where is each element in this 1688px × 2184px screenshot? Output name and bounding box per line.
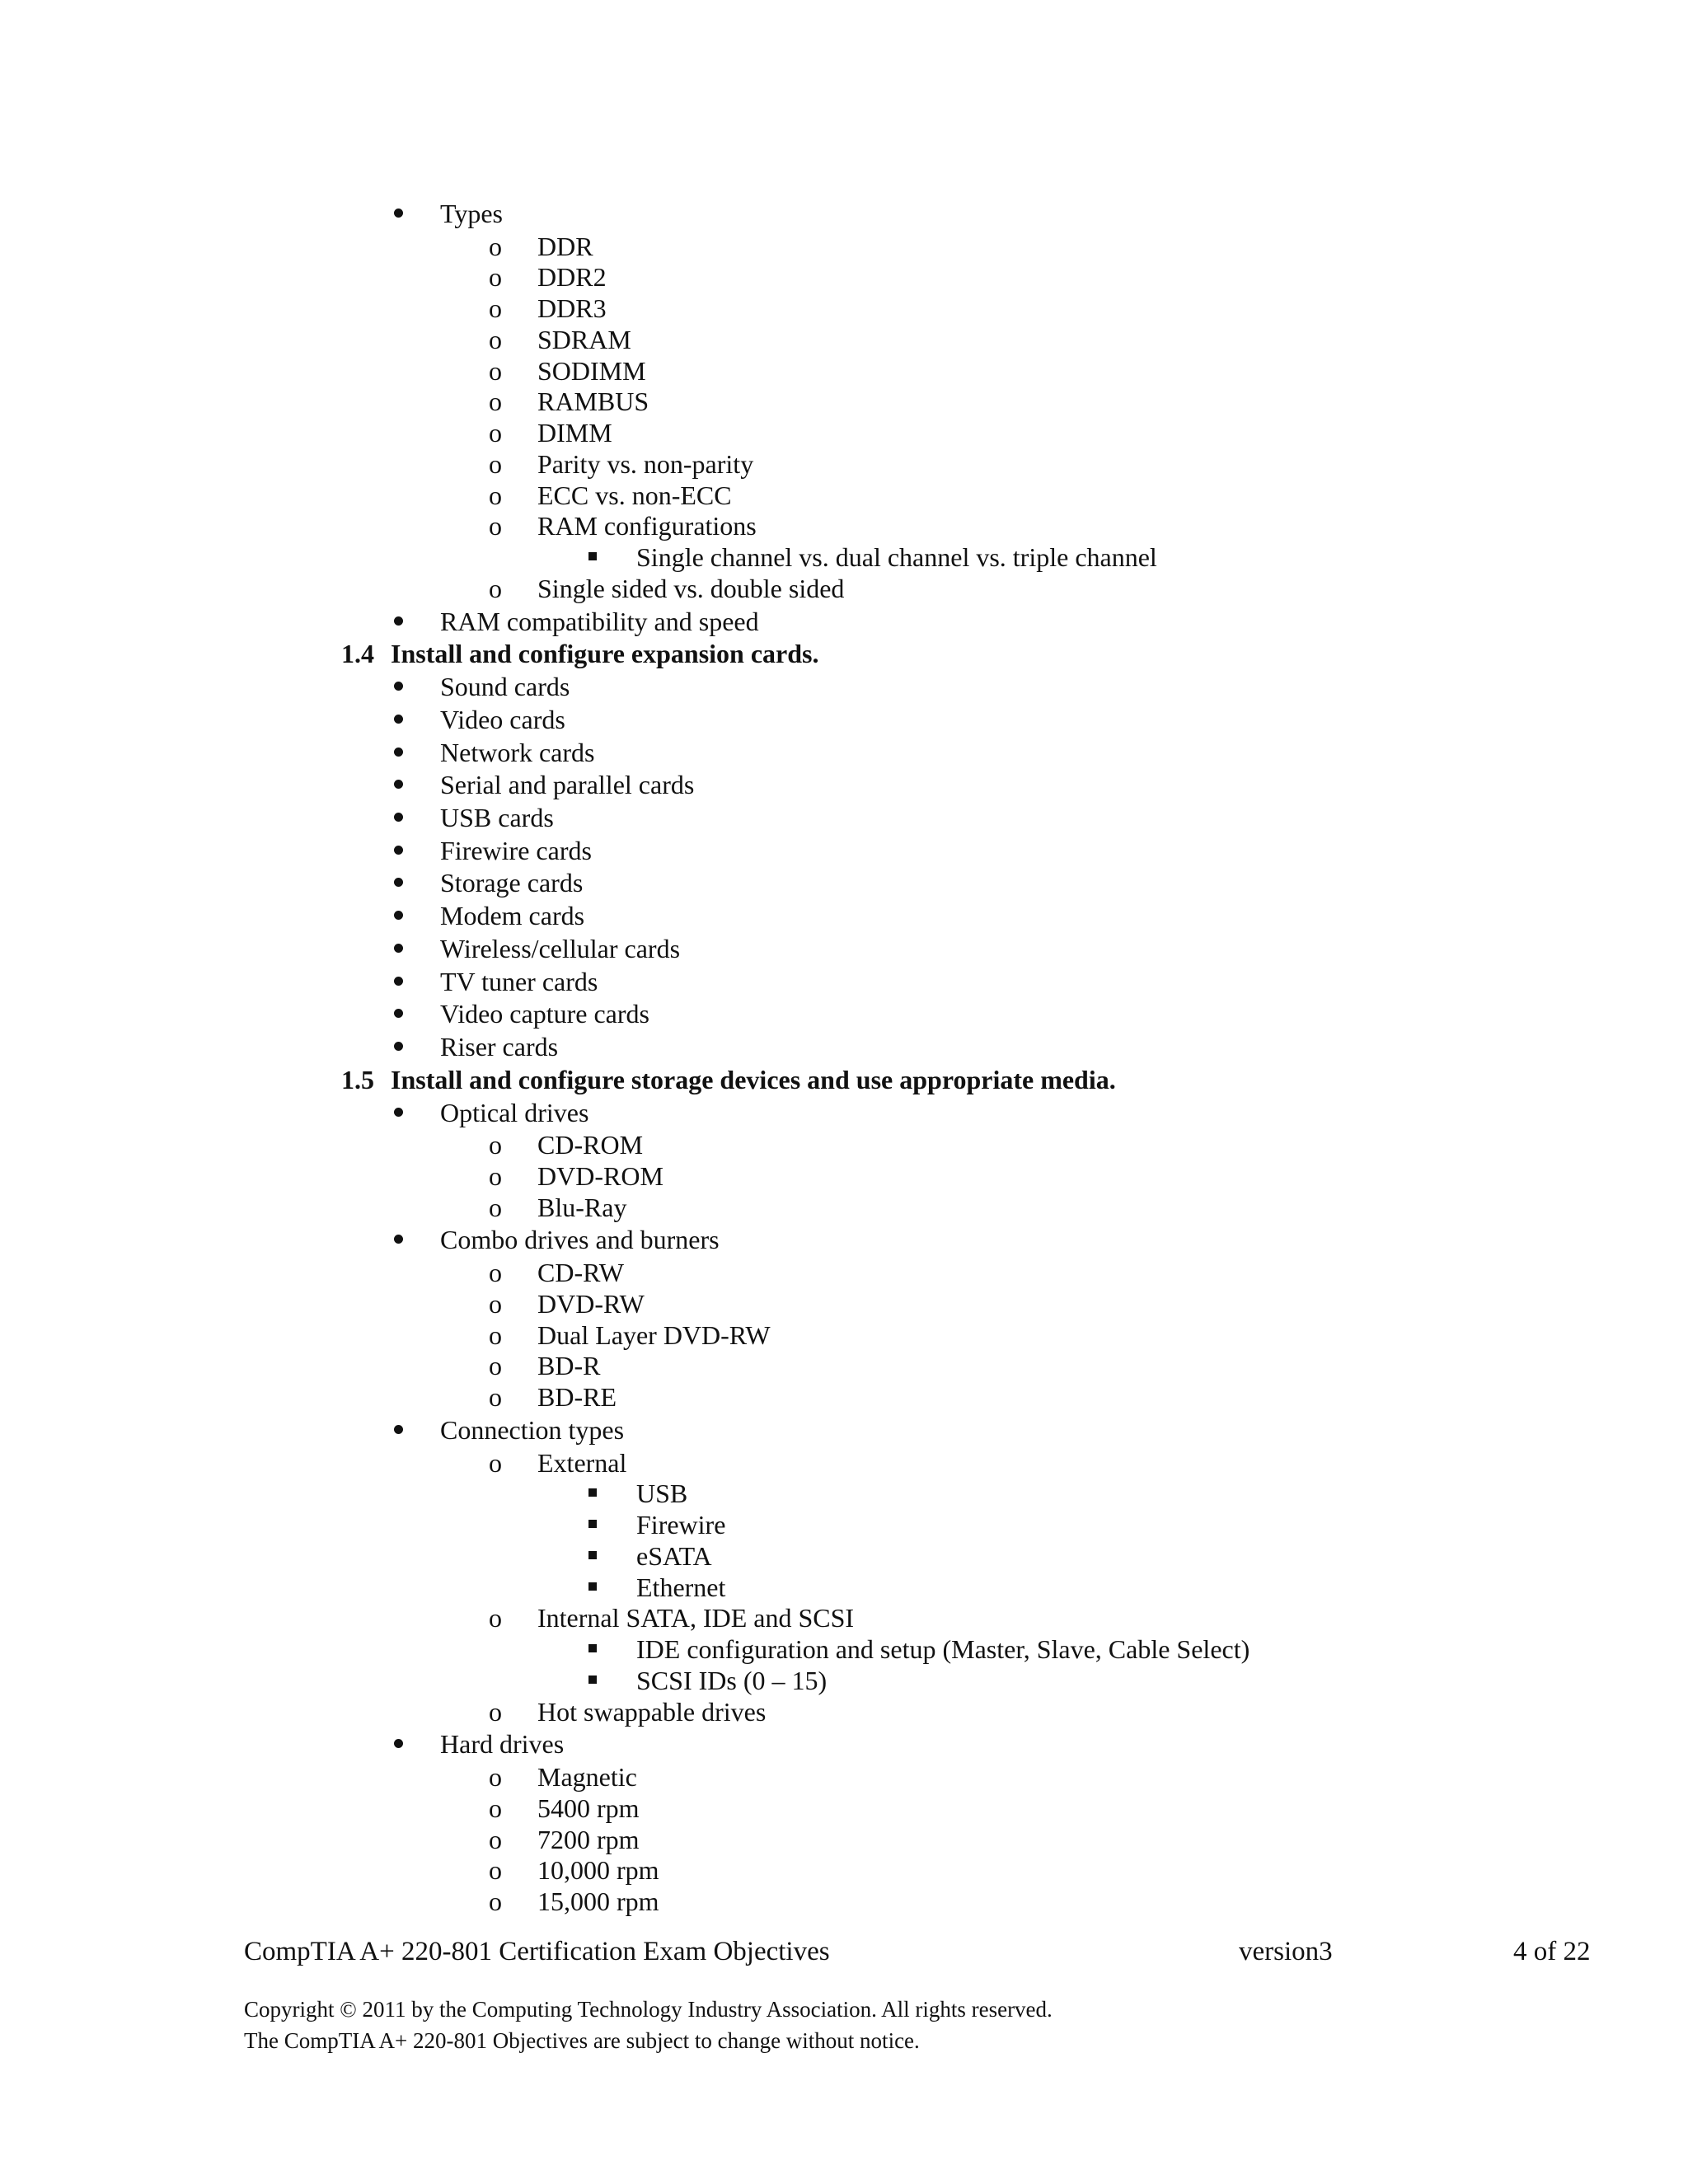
list-item-text: DVD-RW (537, 1289, 645, 1319)
list-item-text: eSATA (636, 1541, 712, 1571)
list-item-text: SCSI IDs (0 – 15) (636, 1666, 828, 1695)
bullet-circle-icon: o (489, 293, 502, 323)
list-item-text: BD-R (537, 1351, 601, 1380)
bullet-square-icon (588, 1644, 597, 1652)
section-title: Install and configure storage devices and use appropriate media. (391, 1065, 1116, 1094)
bullet-circle-icon: o (489, 449, 502, 479)
bullet-circle-icon: o (489, 1289, 502, 1319)
section-number: 1.4 (341, 639, 374, 668)
list-item-text: RAM configurations (537, 511, 757, 541)
list-item-text: Modem cards (440, 901, 585, 930)
list-item-text: DDR3 (537, 293, 607, 323)
bullet-circle-icon: o (489, 1825, 502, 1854)
bullet-circle-icon: o (489, 356, 502, 386)
list-item-text: CD-RW (537, 1258, 624, 1287)
bullet-circle-icon: o (489, 1193, 502, 1222)
bullet-square-icon (588, 1582, 597, 1591)
bullet-dot-icon (394, 1042, 403, 1051)
bullet-dot-icon (394, 715, 403, 724)
list-item-text: Riser cards (440, 1032, 559, 1062)
footer-version: version3 (1239, 1937, 1333, 1966)
bullet-circle-icon: o (489, 1320, 502, 1350)
bullet-square-icon (588, 552, 597, 560)
list-item-text: BD-RE (537, 1382, 617, 1412)
list-item-text: ECC vs. non-ECC (537, 480, 732, 510)
section-title: Install and configure expansion cards. (391, 639, 819, 668)
footer-title: CompTIA A+ 220-801 Certification Exam Objectives (244, 1937, 830, 1966)
list-item-text: Internal SATA, IDE and SCSI (537, 1603, 855, 1633)
bullet-dot-icon (394, 616, 403, 626)
bullet-dot-icon (394, 846, 403, 855)
bullet-circle-icon: o (489, 1762, 502, 1792)
bullet-square-icon (588, 1551, 597, 1559)
bullet-dot-icon (394, 1009, 403, 1018)
list-item-text: USB (636, 1479, 688, 1508)
bullet-circle-icon: o (489, 387, 502, 416)
section-number: 1.5 (341, 1065, 374, 1094)
bullet-circle-icon: o (489, 1130, 502, 1160)
bullet-circle-icon: o (489, 418, 502, 448)
bullet-circle-icon: o (489, 1855, 502, 1885)
bullet-square-icon (588, 1488, 597, 1497)
list-item-text: DDR2 (537, 262, 607, 292)
list-item-text: DVD-ROM (537, 1161, 663, 1191)
bullet-circle-icon: o (489, 480, 502, 510)
list-item-text: IDE configuration and setup (Master, Slave, Cable Select) (636, 1634, 1250, 1664)
list-item-text: Blu-Ray (537, 1193, 627, 1222)
list-item-text: SODIMM (537, 356, 646, 386)
bullet-circle-icon: o (489, 1382, 502, 1412)
list-item-text: DDR (537, 232, 593, 261)
list-item-text: Hard drives (440, 1729, 565, 1759)
list-item-text: Combo drives and burners (440, 1225, 720, 1254)
copyright-line-2: The CompTIA A+ 220-801 Objectives are subject to change without notice. (244, 2028, 920, 2053)
list-item-text: 5400 rpm (537, 1793, 640, 1823)
bullet-circle-icon: o (489, 1603, 502, 1633)
list-item-text: Magnetic (537, 1762, 637, 1792)
list-item-text: Network cards (440, 738, 595, 767)
bullet-dot-icon (394, 682, 403, 691)
list-item-text: 10,000 rpm (537, 1855, 659, 1885)
bullet-dot-icon (394, 813, 403, 822)
list-item-text: USB cards (440, 803, 554, 832)
bullet-circle-icon: o (489, 1886, 502, 1916)
list-item-text: RAM compatibility and speed (440, 607, 759, 636)
list-item-text: Storage cards (440, 868, 584, 898)
bullet-dot-icon (394, 878, 403, 887)
list-item-text: Firewire cards (440, 836, 592, 865)
list-item-text: Dual Layer DVD-RW (537, 1320, 771, 1350)
bullet-circle-icon: o (489, 1258, 502, 1287)
copyright-line-1: Copyright © 2011 by the Computing Technology Industry Association. All rights reserved. (244, 1997, 1053, 2022)
bullet-dot-icon (394, 1739, 403, 1748)
list-item-text: 7200 rpm (537, 1825, 640, 1854)
list-item-text: TV tuner cards (440, 967, 598, 996)
bullet-circle-icon: o (489, 325, 502, 354)
bullet-square-icon (588, 1520, 597, 1528)
list-item-text: Video capture cards (440, 999, 649, 1029)
list-item-text: External (537, 1448, 627, 1478)
bullet-dot-icon (394, 911, 403, 920)
bullet-dot-icon (394, 780, 403, 789)
list-item-text: Wireless/cellular cards (440, 934, 681, 963)
list-item-text: CD-ROM (537, 1130, 644, 1160)
list-item-text: Single channel vs. dual channel vs. triple channel (636, 542, 1157, 572)
list-item-text: SDRAM (537, 325, 631, 354)
list-item-text: Firewire (636, 1510, 726, 1540)
bullet-circle-icon: o (489, 232, 502, 261)
bullet-dot-icon (394, 1108, 403, 1117)
list-item-text: Types (440, 199, 503, 228)
list-item-text: Ethernet (636, 1572, 726, 1602)
list-item-text: 15,000 rpm (537, 1886, 659, 1916)
bullet-dot-icon (394, 748, 403, 757)
bullet-circle-icon: o (489, 1448, 502, 1478)
list-item-text: Sound cards (440, 672, 570, 701)
bullet-circle-icon: o (489, 1161, 502, 1191)
bullet-circle-icon: o (489, 1697, 502, 1727)
bullet-circle-icon: o (489, 511, 502, 541)
list-item-text: Video cards (440, 705, 565, 734)
list-item-text: RAMBUS (537, 387, 649, 416)
bullet-square-icon (588, 1675, 597, 1684)
list-item-text: Serial and parallel cards (440, 770, 695, 799)
list-item-text: Hot swappable drives (537, 1697, 767, 1727)
list-item-text: Parity vs. non-parity (537, 449, 754, 479)
bullet-circle-icon: o (489, 262, 502, 292)
bullet-dot-icon (394, 209, 403, 218)
bullet-dot-icon (394, 944, 403, 953)
bullet-circle-icon: o (489, 1351, 502, 1380)
bullet-circle-icon: o (489, 574, 502, 603)
bullet-dot-icon (394, 977, 403, 986)
bullet-circle-icon: o (489, 1793, 502, 1823)
list-item-text: Connection types (440, 1415, 625, 1445)
list-item-text: Optical drives (440, 1098, 589, 1127)
footer-page-number: 4 of 22 (1513, 1937, 1591, 1966)
bullet-dot-icon (394, 1235, 403, 1244)
list-item-text: Single sided vs. double sided (537, 574, 845, 603)
bullet-dot-icon (394, 1425, 403, 1434)
list-item-text: DIMM (537, 418, 612, 448)
